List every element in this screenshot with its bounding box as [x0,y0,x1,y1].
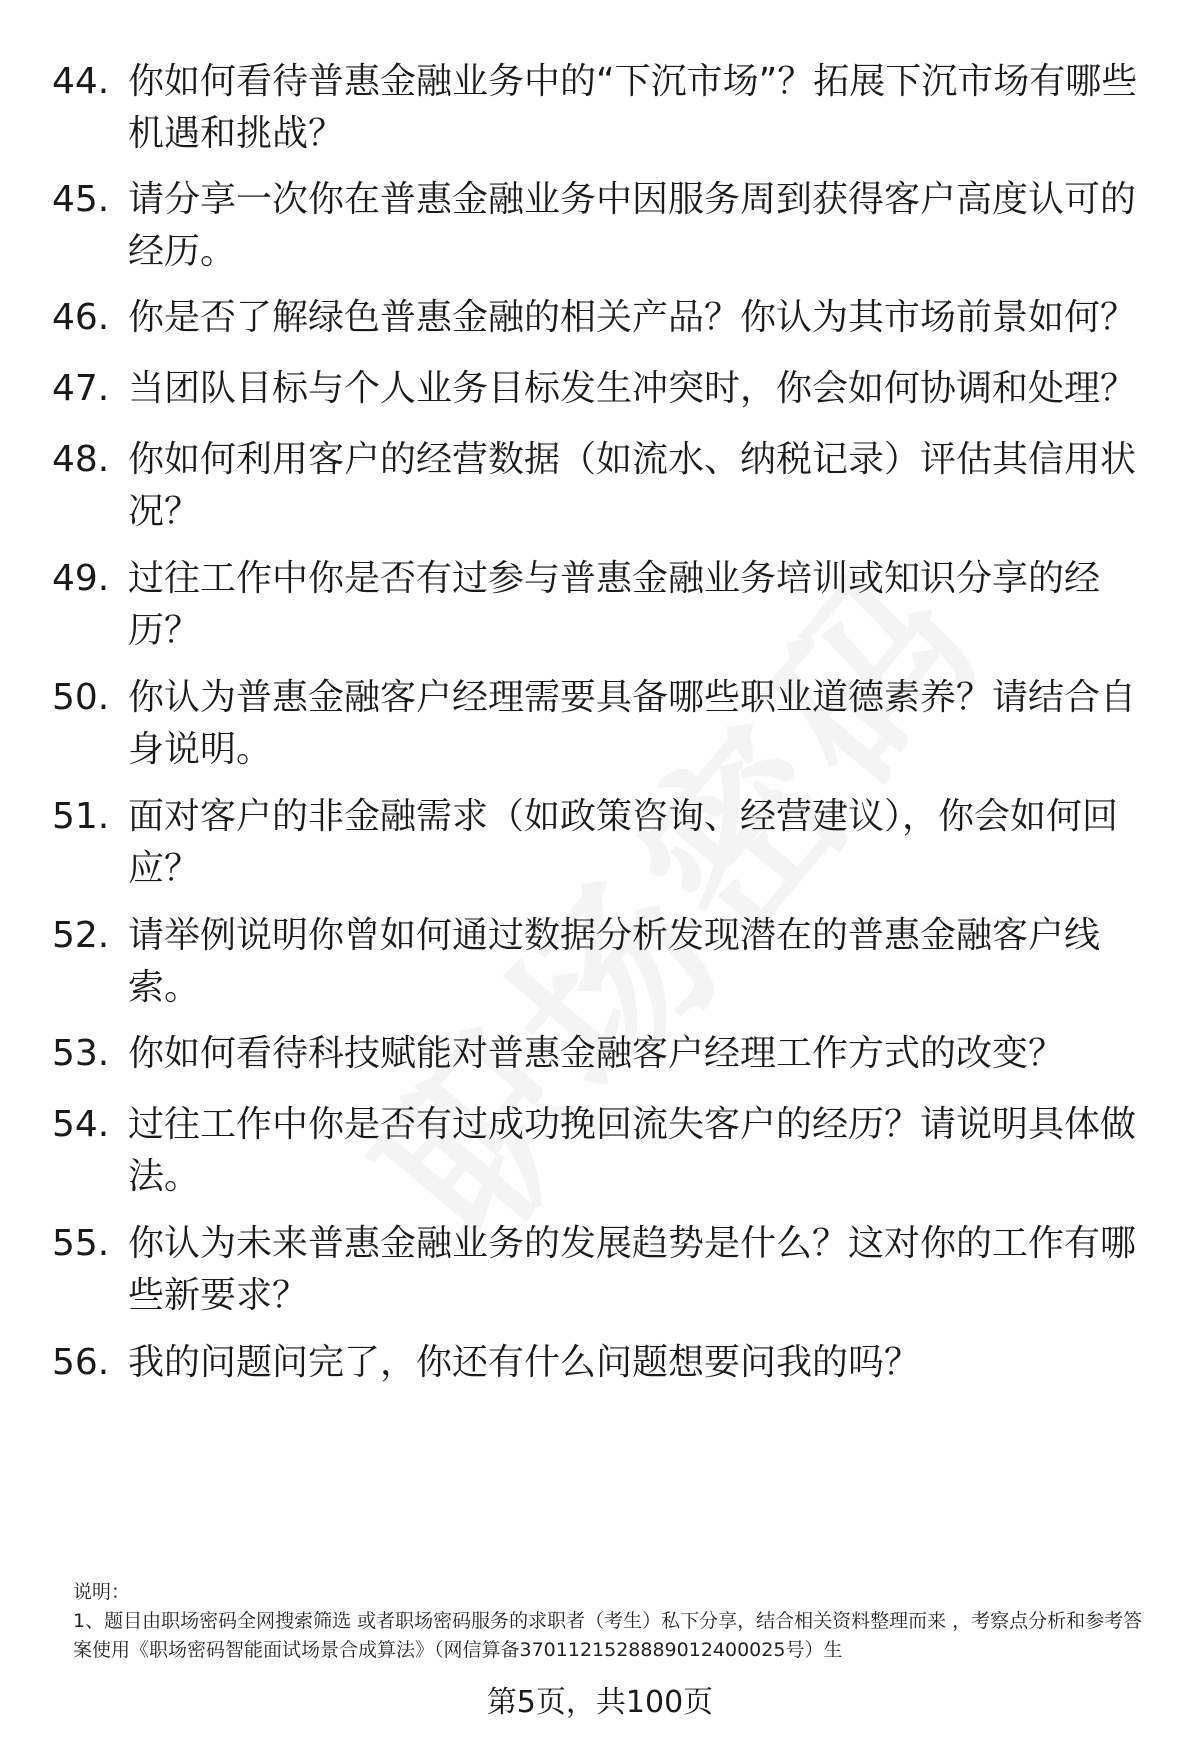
notes-body: 1、题目由职场密码全网搜索筛选 或者职场密码服务的求职者（考生）私下分享，结合相关资料整理而来 ，考察点分析和参考答案使用《职场密码智能面试场景合成算法》（网信算备3701121528889012400025号）生 [73,1610,1143,1661]
question-text: 你是否了解绿色普惠金融的相关产品？你认为其市场前景如何？ [128,297,1137,338]
question-number: 50. [52,677,110,718]
question-number: 45. [52,179,110,220]
question-text: 我的问题问完了，你还有什么问题想要问我的吗？ [128,1342,921,1383]
page-footer: 第5页，共100页 [486,1685,714,1720]
question-text: 你认为普惠金融客户经理需要具备哪些职业道德素养？请结合自身说明。 [128,677,1137,770]
question-number: 55. [52,1223,110,1264]
question-number: 49. [52,558,110,599]
question-number: 53. [52,1033,110,1074]
question-text: 请举例说明你曾如何通过数据分析发现潜在的普惠金融客户线索。 [128,915,1101,1008]
notes-title: 说明： [73,1581,131,1603]
question-text: 你如何利用客户的经营数据（如流水、纳税记录）评估其信用状况？ [128,439,1137,532]
question-text: 当团队目标与个人业务目标发生冲突时，你会如何协调和处理？ [128,368,1137,409]
question-text: 过往工作中你是否有过参与普惠金融业务培训或知识分享的经历？ [128,558,1101,651]
question-number: 44. [52,61,110,102]
question-text: 你认为未来普惠金融业务的发展趋势是什么？这对你的工作有哪些新要求？ [128,1223,1137,1316]
question-number: 46. [52,297,110,338]
question-number: 48. [52,439,110,480]
question-text: 你如何看待科技赋能对普惠金融客户经理工作方式的改变？ [128,1033,1065,1074]
question-number: 51. [52,796,110,837]
question-text: 请分享一次你在普惠金融业务中因服务周到获得客户高度认可的经历。 [128,179,1137,272]
question-text: 面对客户的非金融需求（如政策咨询、经营建议），你会如何回应？ [128,796,1119,889]
question-number: 47. [52,368,110,409]
question-text: 你如何看待普惠金融业务中的“下沉市场”？拓展下沉市场有哪些机遇和挑战？ [128,61,1138,154]
question-number: 54. [52,1104,110,1145]
question-number: 56. [52,1342,110,1383]
question-number: 52. [52,915,110,956]
notes-section [73,1578,1153,1665]
question-text: 过往工作中你是否有过成功挽回流失客户的经历？请说明具体做法。 [128,1104,1137,1197]
